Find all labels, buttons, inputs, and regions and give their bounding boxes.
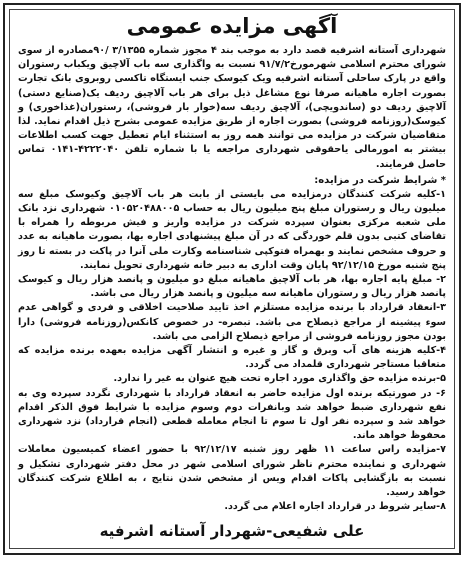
condition-item: ۵-برنده مزایده حق واگذاری مورد اجاره تحت هیچ عنوان به غیر را ندارد. — [113, 373, 446, 385]
notice-body — [9, 9, 455, 549]
notice-title: آگهی مزایده عمومی — [126, 14, 338, 38]
notice-intro: شهرداری آستانه اشرفیه قصد دارد به موجب بند ۴ مجوز شماره ۳/۱۳۵۵ /۹۰مصادره از سوی شورای محترم اسلامی شهرمورخ۹۱/۷/۲ نسبت به واگذاری سه باب آلاچیق ویکباب رستوران واقع در پارک ساحلی آستانه اشرفیه ویک کیوسک جنب ایستگاه تاکسی روبروی بانک تجارت بصورت اجاره ماهیانه صرفا نوع مشاغل ذیل برای هر باب آلاچیق ردیف یک(صنایع دستی) آلاچیق ردیف دو (ساندویچی)، آلاچیق ردیف سه(خوار بار فروشی)، رستوران(غذاخوری) و کیوسک(روزنامه فروشی) بصورت اجاره از طریق مزایده عمومی بشرح ذیل اقدام نماید. لذا متقاضیان شرکت در مزایده می توانند همه روز به استثناء ایام تعطیل جهت کسب اطلاعات بیشتر به امورمالی یاحقوقی شهرداری مراجعه یا با شماره تلفن ۴۲۲۲۰۴۰-۰۱۴۱ تماس حاصل فرمایند. — [18, 45, 447, 170]
notice-frame — [3, 3, 461, 555]
condition-item: ۶- در صورتیکه برنده اول مزایده حاضر به انعقاد قرارداد با شهرداری نگردد سپرده وی به نفع شهرداری ضبط خواهد شد وبانفرات دوم وسوم مزایده با شرایط فوق الذکر اقدام خواهد شد و سپرده نفر اول تا سوم تا انجام معامله قطعی (انجام قرارداد) نزد شهرداری محفوظ خواهد ماند. — [18, 387, 446, 442]
signature: علی شفیعی-شهردار آستانه اشرفیه — [99, 522, 365, 540]
condition-item: ۲- مبلغ پایه اجاره بها، هر باب آلاچیق ماهیانه مبلغ دو میلیون و پانصد هزار ریال و کیوسک پانصد هزار ریال و رستوران ماهیانه سه میلیون و پانصد هزار ریال می باشد. — [18, 274, 446, 300]
condition-item: ۴-کلیه هزینه های آب وبرق و گاز و غیره و انتشار آگهی مزایده بعهده برنده مزایده که متعاقبا مستاجر شهرداری قلمداد می گردد. — [18, 345, 446, 371]
condition-item: ۸-سایر شروط در قرارداد اجاره اعلام می گردد. — [224, 501, 446, 513]
condition-item: ۷-مزایده راس ساعت ۱۱ ظهر روز شنبه ۹۲/۱۲/۱۷ با حضور اعضاء کمیسیون معاملات شهرداری و نماینده محترم ناظر شورای اسلامی شهر در محل دفتر شهرداری تشکیل و نسبت به بازگشایی پاکات اقدام ویس از مشخص شدن نتایج ، به اطلاع شرکت کنندگان خواهد رسید. — [18, 444, 446, 499]
condition-item: ۱-کلیه شرکت کنندگان درمزایده می بایستی از بابت هر باب آلاچیق وکیوسک مبلغ سه میلیون ریال و رستوران مبلغ پنج میلیون ریال به حساب ۰۱۰۵۲۰۴۸۸۰۰۵ شهرداری نزد بانک ملی شعبه مرکزی بعنوان سپرده شرکت در مزایده واریز و فیش مربوطه را همراه با تقاضای کتبی بدون قلم خوردگی که در آن مبلغ پیشنهادی اجاره بها، بصورت ماهیانه به عدد و حروف مشخص نمایند و بهمراه فتوکپی شناسنامه وکارت ملی آنرا در پاکت در بسته تا روز پنج شنبه مورخ ۹۲/۱۲/۱۵ پایان وقت اداری به دبیر خانه شهرداری تحویل نمایند. — [18, 188, 446, 271]
conditions-title: * شرایط شرکت در مزایده: — [314, 174, 446, 186]
condition-item: ۳-انعقاد قرارداد با برنده مزایده مستلزم اخذ تایید صلاحیت اخلاقی و فردی و گواهی عدم سوء پیشینه از مراجع ذیصلاح می باشد. تبصره- در خصوص کانکس(روزنامه فروشی) دارا بودن مجوز روزنامه فروشی از مراجع ذیصلاح الزامی می باشد. — [18, 302, 446, 342]
